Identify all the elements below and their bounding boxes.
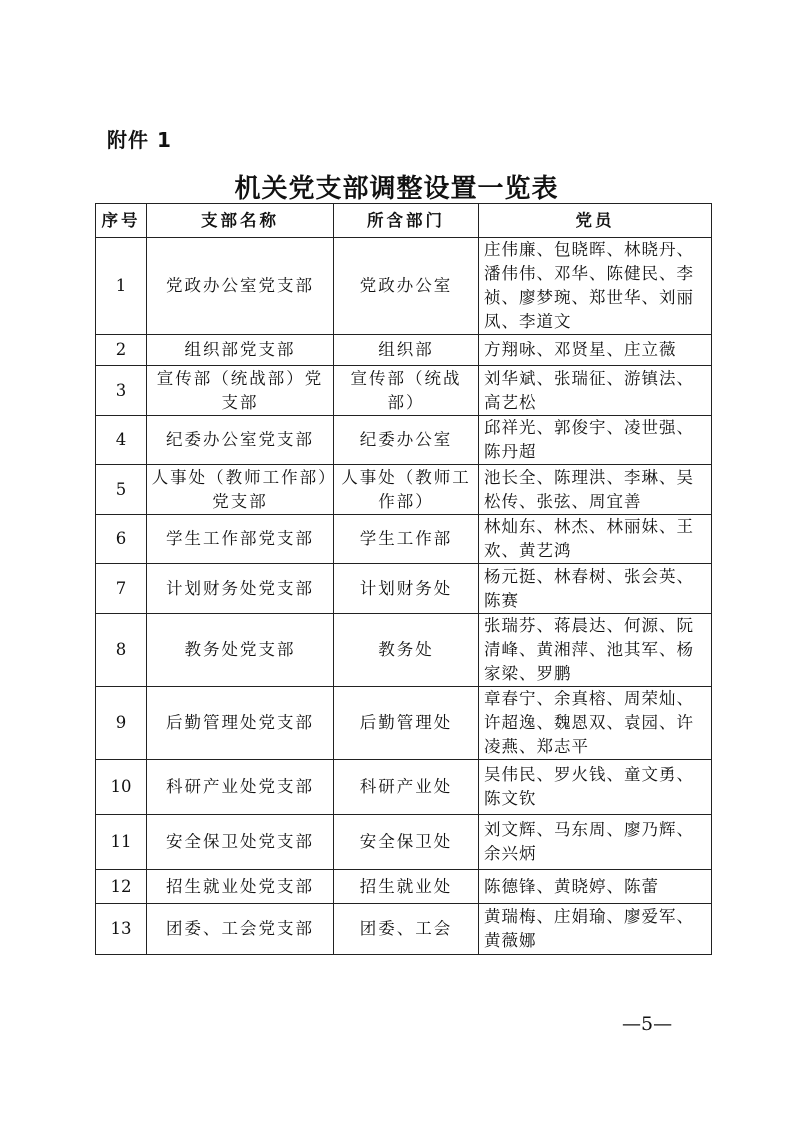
row-departments: 纪委办公室 (334, 416, 479, 465)
page-number: —5— (622, 1013, 673, 1035)
row-departments: 科研产业处 (334, 760, 479, 815)
table-row (96, 815, 712, 870)
row-departments: 组织部 (334, 335, 479, 366)
row-departments: 人事处（教师工作部） (334, 465, 479, 515)
table-row (96, 335, 712, 366)
row-members: 方翔咏、邓贤星、庄立薇 (479, 335, 712, 366)
row-members: 杨元挺、林春树、张会英、陈赛 (479, 564, 712, 614)
table-row (96, 564, 712, 614)
table-row (96, 760, 712, 815)
row-branch-name: 纪委办公室党支部 (147, 416, 334, 465)
header-branch-name: 支部名称 (147, 204, 334, 238)
table-row (96, 870, 712, 904)
table-row (96, 238, 712, 335)
row-seq: 11 (96, 815, 147, 870)
row-branch-name: 宣传部（统战部）党支部 (147, 366, 334, 416)
row-departments: 后勤管理处 (334, 687, 479, 760)
row-seq: 5 (96, 465, 147, 515)
table-row (96, 515, 712, 564)
row-departments: 计划财务处 (334, 564, 479, 614)
row-members: 张瑞芬、蒋晨达、何源、阮清峰、黄湘萍、池其军、杨家梁、罗鹏 (479, 614, 712, 687)
row-branch-name: 招生就业处党支部 (147, 870, 334, 904)
row-branch-name: 安全保卫处党支部 (147, 815, 334, 870)
row-members: 池长全、陈理洪、李琳、吴松传、张弦、周宜善 (479, 465, 712, 515)
header-members: 党员 (479, 204, 712, 238)
row-departments: 党政办公室 (334, 238, 479, 335)
table-row (96, 614, 712, 687)
row-seq: 6 (96, 515, 147, 564)
row-departments: 教务处 (334, 614, 479, 687)
row-branch-name: 科研产业处党支部 (147, 760, 334, 815)
row-departments: 学生工作部 (334, 515, 479, 564)
row-members: 林灿东、林杰、林丽妹、王欢、黄艺鸿 (479, 515, 712, 564)
branch-table (95, 203, 712, 955)
table-row (96, 366, 712, 416)
row-members: 庄伟廉、包晓晖、林晓丹、潘伟伟、邓华、陈健民、李祯、廖梦琬、郑世华、刘丽凤、李道文 (479, 238, 712, 335)
row-branch-name: 党政办公室党支部 (147, 238, 334, 335)
row-members: 吴伟民、罗火钱、童文勇、陈文钦 (479, 760, 712, 815)
row-branch-name: 教务处党支部 (147, 614, 334, 687)
header-departments: 所含部门 (334, 204, 479, 238)
row-seq: 1 (96, 238, 147, 335)
row-branch-name: 组织部党支部 (147, 335, 334, 366)
row-seq: 10 (96, 760, 147, 815)
table-row (96, 904, 712, 955)
row-members: 刘文辉、马东周、廖乃辉、余兴炳 (479, 815, 712, 870)
row-seq: 7 (96, 564, 147, 614)
row-members: 刘华斌、张瑞征、游镇法、高艺松 (479, 366, 712, 416)
row-departments: 招生就业处 (334, 870, 479, 904)
row-departments: 安全保卫处 (334, 815, 479, 870)
document-title: 机关党支部调整设置一览表 (234, 174, 559, 204)
row-departments: 团委、工会 (334, 904, 479, 955)
row-members: 陈德锋、黄晓婷、陈蕾 (479, 870, 712, 904)
row-seq: 2 (96, 335, 147, 366)
table-header-row (96, 204, 712, 238)
row-departments: 宣传部（统战部） (334, 366, 479, 416)
row-seq: 9 (96, 687, 147, 760)
row-members: 黄瑞梅、庄娟瑜、廖爱军、黄薇娜 (479, 904, 712, 955)
row-members: 邱祥光、郭俊宇、凌世强、陈丹超 (479, 416, 712, 465)
row-branch-name: 团委、工会党支部 (147, 904, 334, 955)
row-branch-name: 人事处（教师工作部）党支部 (147, 465, 334, 515)
row-branch-name: 计划财务处党支部 (147, 564, 334, 614)
table-row (96, 465, 712, 515)
table-row (96, 687, 712, 760)
row-seq: 3 (96, 366, 147, 416)
row-branch-name: 后勤管理处党支部 (147, 687, 334, 760)
row-seq: 12 (96, 870, 147, 904)
header-seq: 序号 (96, 204, 147, 238)
row-seq: 4 (96, 416, 147, 465)
attachment-label: 附件 1 (107, 128, 172, 152)
row-seq: 13 (96, 904, 147, 955)
row-members: 章春宁、余真榕、周荣灿、许超逸、魏恩双、袁园、许凌燕、郑志平 (479, 687, 712, 760)
table-row (96, 416, 712, 465)
row-seq: 8 (96, 614, 147, 687)
row-branch-name: 学生工作部党支部 (147, 515, 334, 564)
